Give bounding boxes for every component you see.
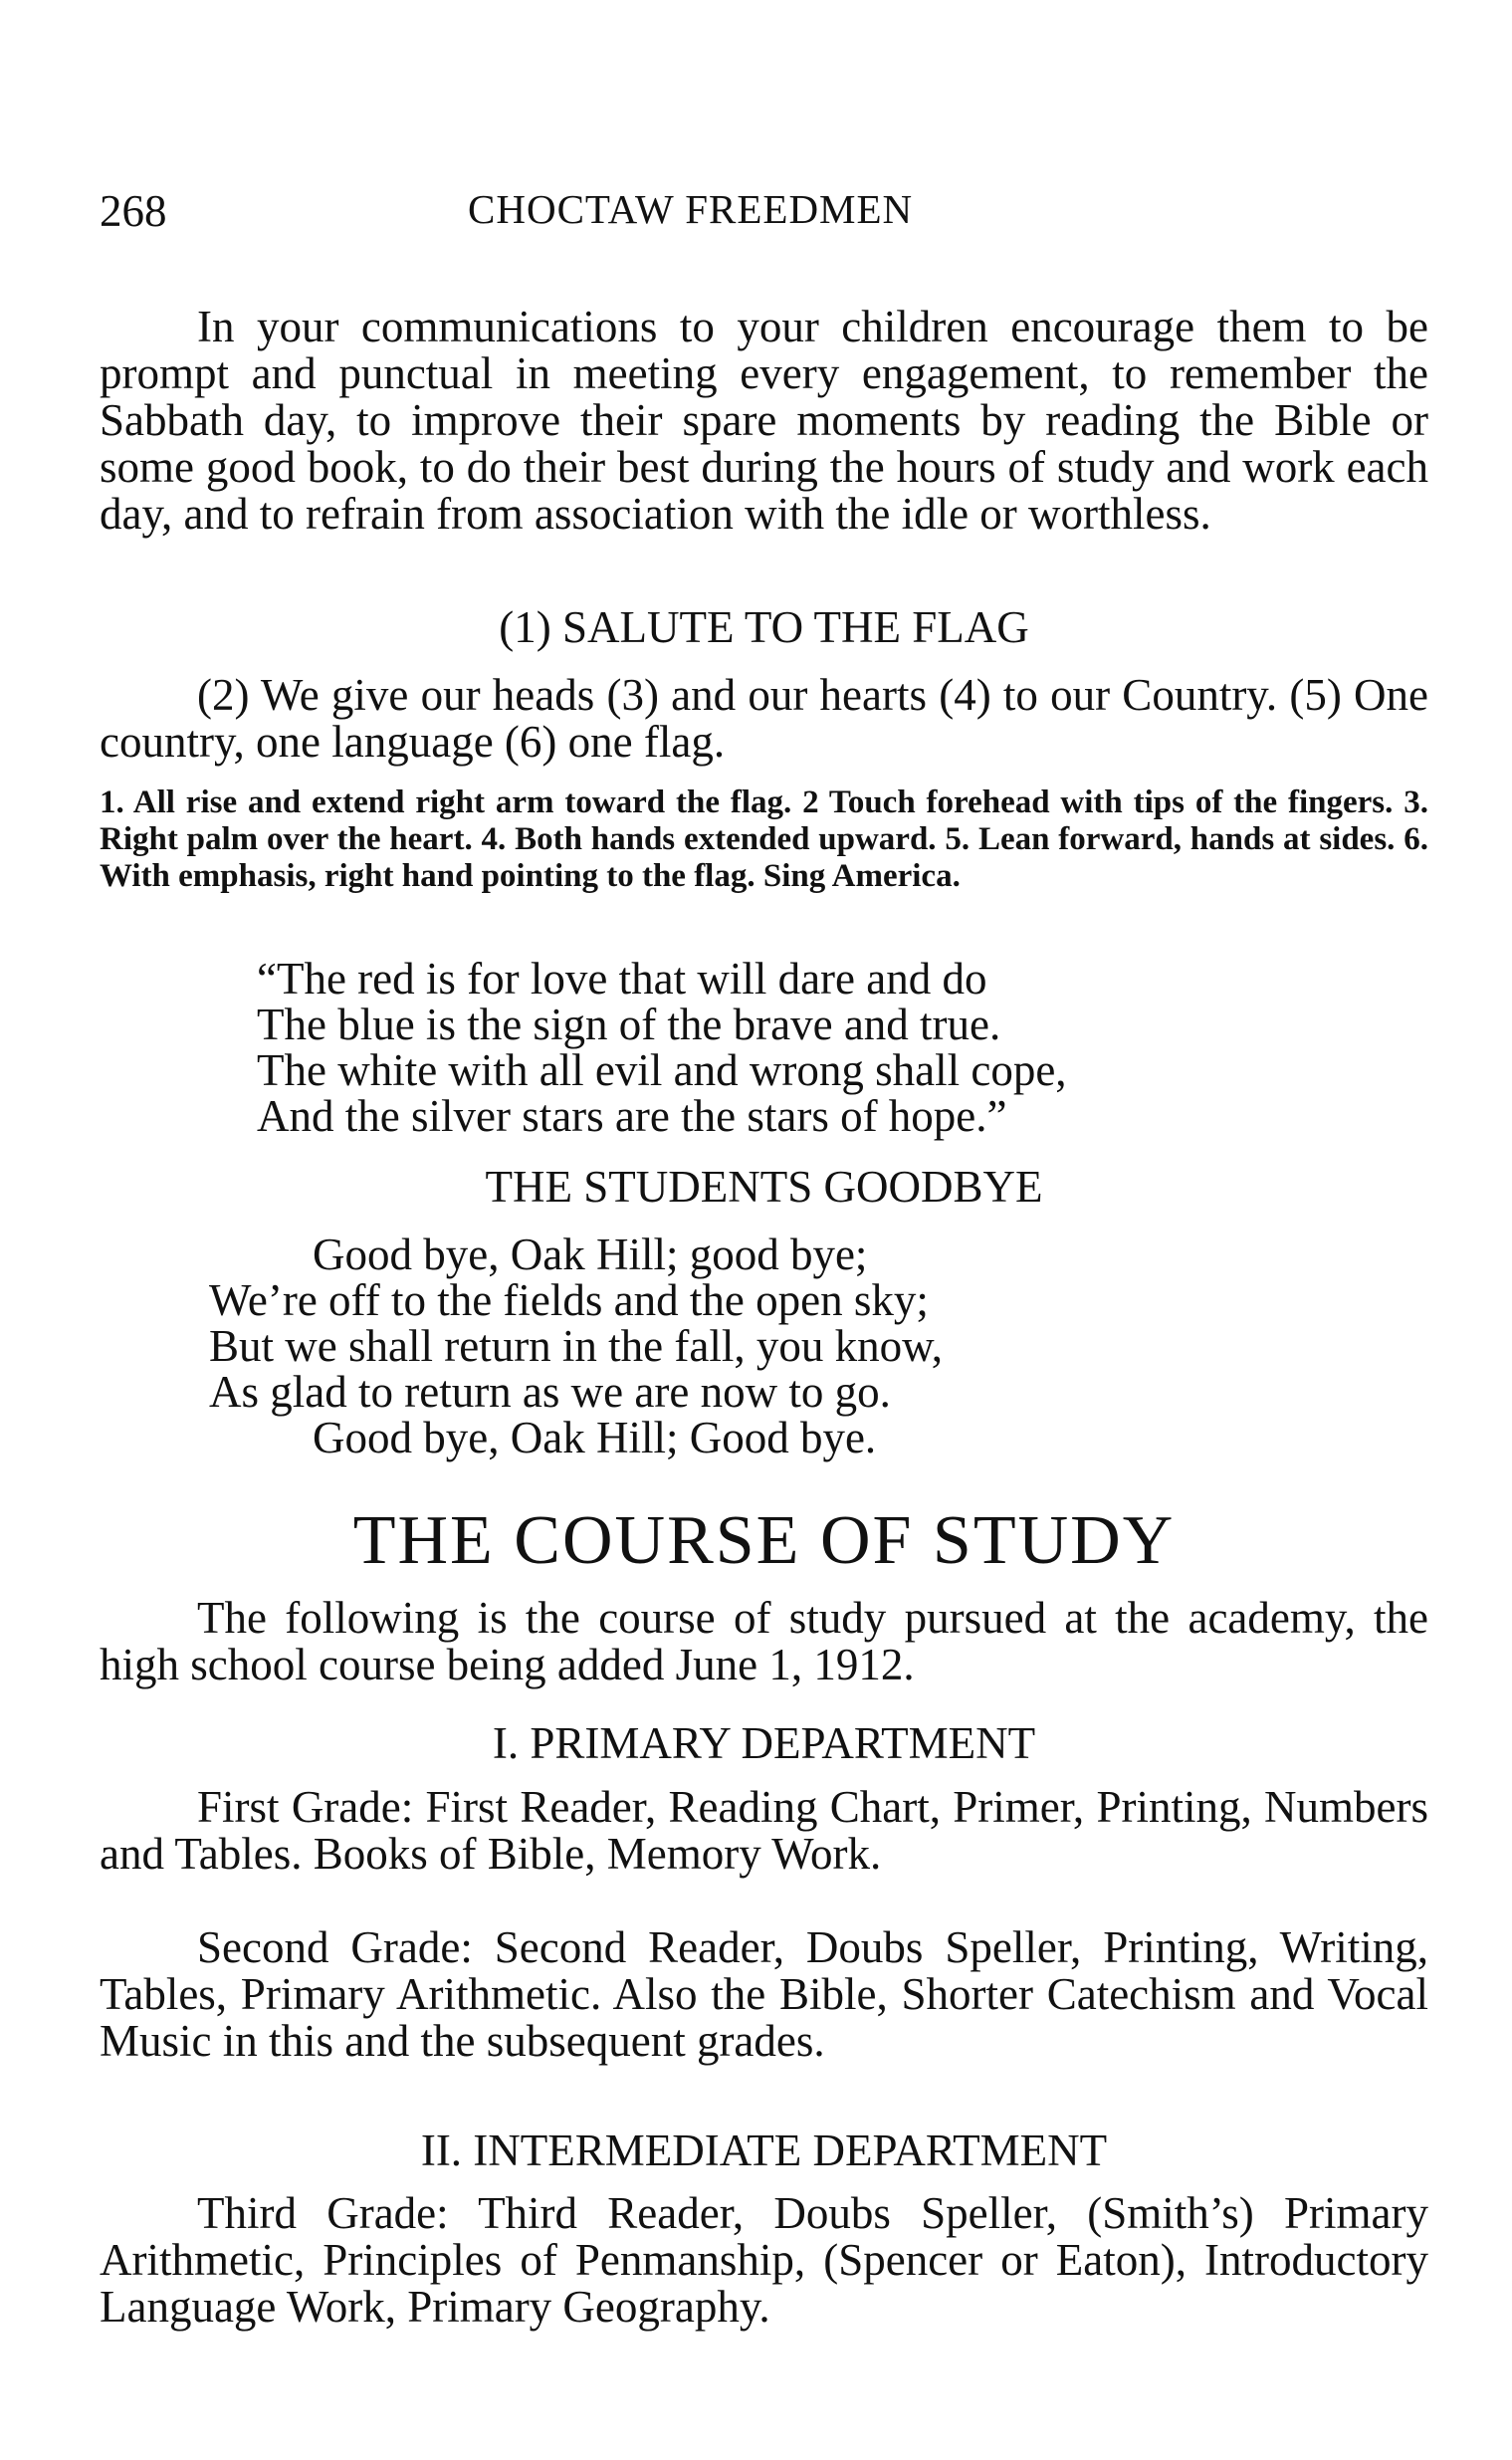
page-header <box>100 185 1428 245</box>
third-grade: Third Grade: Third Reader, Doubs Speller, (Smith’s) Primary Arithmetic, Principles of Penmanship, (Spencer or Eaton), Introductory Language Work, Primary Geography. <box>100 2188 1428 2332</box>
course-intro: The following is the course of study pursued at the academy, the high school course being added June 1, 1912. <box>100 1593 1428 1689</box>
poem-line: “The red is for love that will dare and do <box>257 954 987 1004</box>
poem-line: Good bye, Oak Hill; good bye; <box>313 1230 868 1279</box>
section-title: THE COURSE OF STUDY <box>352 1502 1176 1579</box>
goodbye-heading: THE STUDENTS GOODBYE <box>485 1162 1043 1212</box>
goodbye-poem <box>209 1231 943 1460</box>
flag-poem <box>257 956 1067 1139</box>
intermediate-department-heading: II. INTERMEDIATE DEPARTMENT <box>420 2125 1108 2175</box>
page-number: 268 <box>100 186 167 236</box>
poem-line: And the silver stars are the stars of hope.” <box>257 1091 1007 1141</box>
poem-line: But we shall return in the fall, you know, <box>209 1321 943 1371</box>
salute-text: (2) We give our heads (3) and our hearts (4) to our Country. (5) One country, one language (6) one flag. <box>100 670 1428 767</box>
second-grade: Second Grade: Second Reader, Doubs Speller, Printing, Writing, Tables, Primary Arithmetic. Also the Bible, Shorter Catechism and Vocal Music in this and the subsequent grades. <box>100 1922 1428 2066</box>
poem-line: Good bye, Oak Hill; Good bye. <box>313 1413 877 1462</box>
poem-line: As glad to return as we are now to go. <box>209 1367 891 1417</box>
salute-heading: (1) SALUTE TO THE FLAG <box>499 602 1029 652</box>
salute-instructions: 1. All rise and extend right arm toward the flag. 2 Touch forehead with tips of the fingers. 3. Right palm over the heart. 4. Both hands extended upward. 5. Lean forward, hands at sides. 6. With emphasis, right hand pointing to the flag. Sing America. <box>100 784 1428 894</box>
intro-paragraph: In your communications to your children encourage them to be prompt and punctual in meeting every engagement, to remember the Sabbath day, to improve their spare moments by reading the Bible or some good book, to do their best during the hours of study and work each day, and to refrain from association with the idle or worthless. <box>100 302 1428 539</box>
poem-line: The blue is the sign of the brave and true. <box>257 1000 1001 1049</box>
poem-line: We’re off to the fields and the open sky; <box>209 1275 929 1325</box>
poem-line: The white with all evil and wrong shall cope, <box>257 1045 1067 1095</box>
first-grade: First Grade: First Reader, Reading Chart, Primer, Printing, Numbers and Tables. Books of Bible, Memory Work. <box>100 1782 1428 1879</box>
running-title: CHOCTAW FREEDMEN <box>468 186 914 232</box>
primary-department-heading: I. PRIMARY DEPARTMENT <box>492 1718 1036 1768</box>
